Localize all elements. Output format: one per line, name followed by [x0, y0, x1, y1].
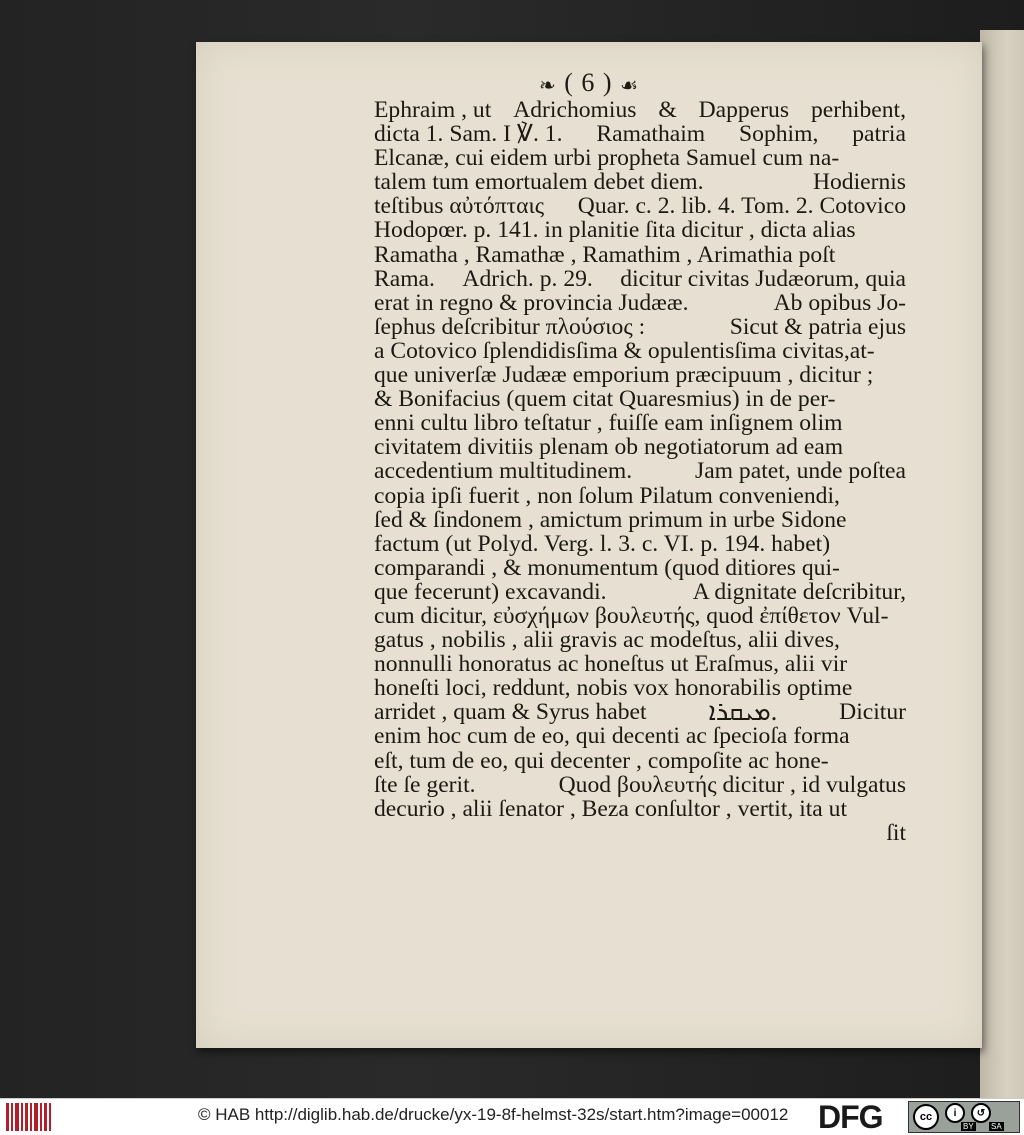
- text-segment: factum (ut Polyd. Verg. l. 3. c. VI. p. 194. habet): [374, 530, 831, 557]
- text-segment: dicitur civitas Judæorum, quia: [620, 265, 906, 292]
- copyright-link[interactable]: © HAB http://diglib.hab.de/drucke/yx-19-8f-helmst-32s/start.htm?image=00012: [198, 1105, 789, 1124]
- text-line: [374, 363, 906, 387]
- text-segment: enim hoc cum de eo, qui decenti ac ſpecioſa forma: [374, 723, 850, 750]
- text-segment: eſt, tum de eo, qui decenter , compoſite ac hone-: [374, 747, 829, 774]
- text-segment: cum dicitur, εὐσχήμων βουλευτής, quod ἐπίθετον Vul-: [374, 602, 889, 629]
- text-line: [374, 724, 906, 748]
- text-segment: Sophim,: [739, 121, 819, 148]
- text-line: [374, 435, 906, 459]
- text-line: [374, 218, 906, 242]
- cc-icon: cc: [913, 1104, 939, 1130]
- text-segment: Hodopœr. p. 141. in planitie ſita dicitur , dicta alias: [374, 217, 856, 244]
- text-segment: Sicut & patria ejus: [729, 313, 906, 340]
- text-line: [374, 98, 906, 122]
- text-segment: teſtibus αὐτόπταις: [374, 193, 545, 220]
- text-segment: Hodiernis: [812, 169, 906, 196]
- text-segment: erat in regno & provincia Judææ.: [374, 289, 689, 316]
- text-line: [374, 580, 906, 604]
- text-line: [374, 652, 906, 676]
- text-segment: Jam patet, unde poſtea: [695, 458, 906, 485]
- text-segment: Adrich. p. 29.: [462, 265, 593, 292]
- text-segment: &: [658, 97, 677, 123]
- text-segment: Elcanæ, cui eidem urbi propheta Samuel cum na-: [374, 145, 840, 172]
- text-segment: ſed & ſindonem , amictum primum in urbe Sidone: [374, 506, 847, 533]
- text-segment: Ab opibus Jo-: [773, 289, 906, 316]
- text-line: [374, 122, 906, 146]
- by-icon: i: [945, 1103, 965, 1123]
- text-line: [374, 146, 906, 170]
- text-segment: honeſti loci, reddunt, nobis vox honorabilis optime: [374, 675, 853, 702]
- text-segment: ſit: [886, 819, 906, 846]
- page-number-header: [196, 68, 982, 98]
- text-segment: & Bonifacius (quem citat Quaresmius) in de per-: [374, 386, 836, 413]
- text-segment: Ramathaim: [596, 121, 706, 148]
- text-segment: comparandi , & monumentum (quod ditiores qui-: [374, 554, 840, 581]
- text-segment: patria: [852, 121, 906, 148]
- sa-icon: ↺: [971, 1103, 991, 1123]
- text-segment: Ephraim , ut: [374, 97, 492, 123]
- right-ornament-icon: ☙: [620, 74, 640, 97]
- book-page: [196, 42, 982, 1048]
- text-line: [374, 387, 906, 411]
- text-segment: accedentium multitudinem.: [374, 458, 633, 485]
- text-line: [374, 484, 906, 508]
- text-line: [374, 170, 906, 194]
- left-ornament-icon: ❧: [538, 74, 557, 97]
- text-segment: civitatem divitiis plenam ob negotiatorum ad eam: [374, 434, 844, 461]
- text-line: [374, 194, 906, 218]
- text-line: [374, 267, 906, 291]
- text-segment: ſte ſe gerit.: [374, 771, 476, 798]
- text-segment: dicta 1. Sam. I ℣. 1.: [374, 121, 563, 148]
- text-line: [374, 773, 906, 797]
- by-label: BY: [963, 1122, 974, 1131]
- footer-bar: [0, 1098, 1024, 1135]
- text-line: [374, 291, 906, 315]
- text-line: [374, 315, 906, 339]
- text-segment: talem tum emortualem debet diem.: [374, 169, 704, 196]
- text-line: [374, 556, 906, 580]
- text-line: [374, 676, 906, 700]
- next-page-edge: [980, 30, 1024, 1098]
- text-line: [374, 697, 906, 727]
- text-segment: Quar. c. 2. lib. 4. Tom. 2. Cotovico: [577, 193, 906, 220]
- text-line: [374, 821, 906, 845]
- text-line: [374, 508, 906, 532]
- text-segment: Rama.: [374, 265, 435, 292]
- text-segment: copia ipſi fuerit , non ſolum Pilatum conveniendi,: [374, 482, 840, 509]
- text-segment: ܡܝܩܪܐ.: [708, 697, 778, 727]
- text-segment: que fecerunt) excavandi.: [374, 578, 607, 605]
- cc-license-badge[interactable]: [908, 1101, 1020, 1133]
- text-segment: gatus , nobilis , alii gravis ac modeſtus, alii dives,: [374, 627, 840, 654]
- text-segment: a Cotovico ſplendidisſima & opulentisſima civitas,at-: [374, 337, 875, 364]
- text-line: [374, 749, 906, 773]
- text-segment: ſephus deſcribitur πλούσιος :: [374, 313, 646, 340]
- text-segment: arridet , quam & Syrus habet: [374, 699, 647, 726]
- body-text: [374, 98, 906, 845]
- text-segment: perhibent,: [810, 97, 906, 123]
- text-line: [374, 797, 906, 821]
- page-number: ( 6 ): [564, 68, 613, 97]
- text-segment: Ramatha , Ramathæ , Ramathim , Arimathia poſt: [374, 241, 836, 268]
- text-segment: Quod βουλευτής dicitur , id vulgatus: [558, 771, 906, 798]
- text-line: [374, 532, 906, 556]
- text-line: [374, 628, 906, 652]
- text-line: [374, 459, 906, 483]
- text-line: [374, 339, 906, 363]
- text-segment: nonnulli honoratus ac honeſtus ut Eraſmus, alii vir: [374, 651, 848, 678]
- text-segment: Dapperus: [698, 97, 790, 123]
- text-segment: enni cultu libro teſtatur , fuiſſe eam inſignem olim: [374, 410, 843, 437]
- text-line: [374, 243, 906, 267]
- text-line: [374, 411, 906, 435]
- text-segment: A dignitate deſcribitur,: [692, 578, 906, 605]
- text-segment: Adrichomius: [513, 97, 637, 123]
- text-segment: Dicitur: [839, 699, 906, 726]
- dfg-logo[interactable]: DFG: [818, 1099, 883, 1135]
- barcode-icon: [6, 1103, 51, 1131]
- text-line: [374, 604, 906, 628]
- text-segment: decurio , alii ſenator , Beza conſultor , vertit, ita ut: [374, 795, 848, 822]
- sa-label: SA: [991, 1122, 1002, 1131]
- text-segment: que univerſæ Judææ emporium præcipuum , dicitur ;: [374, 362, 874, 389]
